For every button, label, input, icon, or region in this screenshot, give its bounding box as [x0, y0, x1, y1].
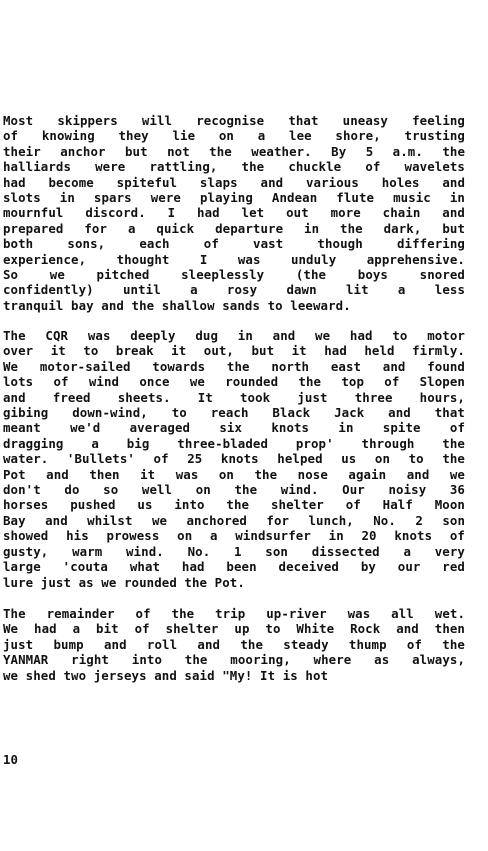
text-line: Bay and whilst we anchored for lunch, No. 2 son	[3, 512, 465, 528]
text-line: large 'couta what had been deceived by our red	[3, 559, 465, 575]
text-line: don't do so well on the wind. Our noisy 36	[3, 482, 465, 498]
text-line: halliards were rattling, the chuckle of wavelets	[3, 159, 465, 175]
paragraph-3	[3, 606, 465, 683]
text-line: lots of wind once we rounded the top of Slopen	[3, 374, 465, 390]
text-line: experience, thought I was unduly apprehensive.	[3, 251, 465, 267]
text-line: mournful discord. I had let out more chain and	[3, 205, 465, 221]
text-line: had become spiteful slaps and various holes and	[3, 174, 465, 190]
text-line: We had a bit of shelter up to White Rock and then	[3, 621, 465, 637]
text-line: confidently) until a rosy dawn lit a less	[3, 282, 465, 298]
text-line: So we pitched sleeplessly (the boys snored	[3, 267, 465, 283]
text-line: lure just as we rounded the Pot.	[3, 574, 245, 590]
text-line: We motor-sailed towards the north east and found	[3, 358, 465, 374]
text-line: over it to break it out, but it had held firmly.	[3, 343, 465, 359]
text-line: just bump and roll and the steady thump of the	[3, 636, 465, 652]
text-line: The remainder of the trip up-river was all wet.	[3, 606, 465, 621]
text-line: YANMAR right into the mooring, where as always,	[3, 652, 465, 668]
text-line: gusty, warm wind. No. 1 son dissected a very	[3, 543, 465, 559]
text-line: horses pushed us into the shelter of Half Moon	[3, 497, 465, 513]
text-line: tranquil bay and the shallow sands to leeward.	[3, 297, 351, 313]
text-line: prepared for a quick departure in the dark, but	[3, 220, 465, 236]
text-line: showed his prowess on a windsurfer in 20 knots of	[3, 528, 465, 544]
text-line: both sons, each of vast though differing	[3, 236, 465, 252]
text-line: The CQR was deeply dug in and we had to motor	[3, 328, 465, 343]
text-line: we shed two jerseys and said "My! It is hot	[3, 667, 329, 683]
text-line: dragging a big three-bladed prop' through the	[3, 435, 465, 451]
text-line: Most skippers will recognise that uneasy feeling	[3, 113, 465, 128]
text-line: water. 'Bullets' of 25 knots helped us on to the	[3, 451, 465, 467]
paragraph-2	[3, 328, 465, 590]
text-line: their anchor but not the weather. By 5 a.m. the	[3, 143, 465, 159]
text-line: Pot and then it was on the nose again and we	[3, 466, 465, 482]
text-line: gibing down-wind, to reach Black Jack and that	[3, 405, 465, 421]
text-line: and freed sheets. It took just three hours,	[3, 389, 465, 405]
paragraph-1	[3, 113, 465, 313]
page-number: 10	[3, 752, 18, 767]
text-line: of knowing they lie on a lee shore, trusting	[3, 128, 465, 144]
text-line: meant we'd averaged six knots in spite of	[3, 420, 465, 436]
text-line: slots in spars were playing Andean flute music in	[3, 190, 465, 206]
